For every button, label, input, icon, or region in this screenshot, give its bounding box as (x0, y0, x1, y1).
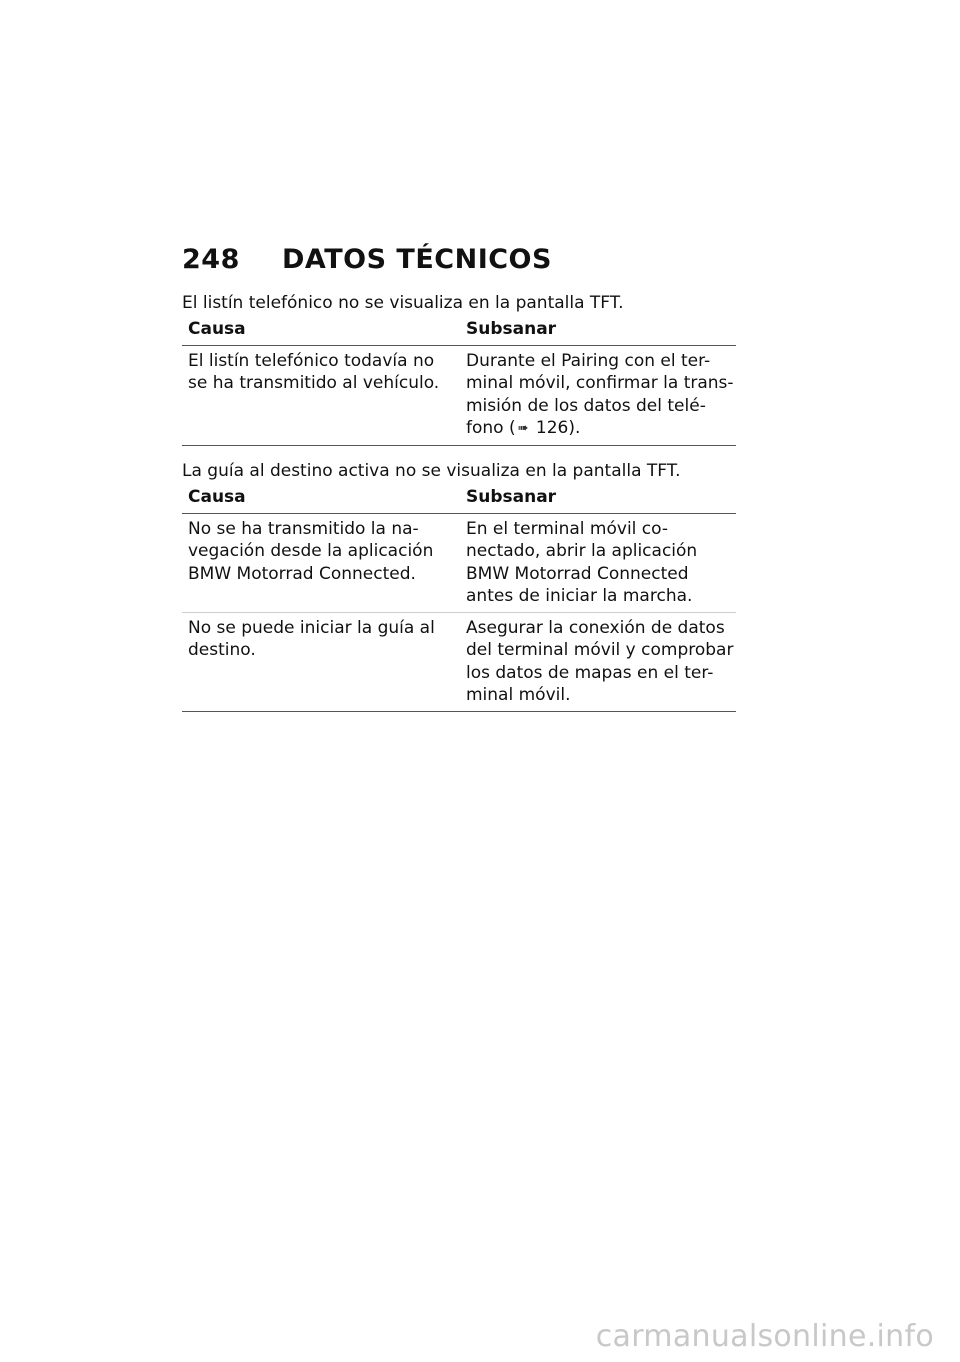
fix-text-line: nectado, abrir la aplicación (466, 541, 698, 561)
cause-text-line: BMW Motorrad Connected. (188, 563, 416, 584)
fix-text-line: Durante el Pairing con el ter- (466, 350, 711, 371)
cause-text-line: vegación desde la aplicación (188, 541, 434, 561)
cause-text-line: No se ha transmitido la na- (188, 518, 419, 539)
cause-text-line: destino. (188, 640, 256, 660)
page-number: 248 (182, 244, 240, 275)
fix-text-line: antes de iniciar la marcha. (466, 586, 693, 606)
troubleshoot-section-navigation (182, 460, 736, 712)
fix-cell (460, 345, 736, 445)
table-row (182, 612, 736, 711)
fix-text-line: Asegurar la conexión de datos (466, 617, 725, 638)
table-header-row (182, 483, 736, 513)
cause-text-line: El listín telefónico todavía no (188, 350, 435, 371)
column-header-cause: Causa (182, 483, 460, 513)
page-reference-arrow-icon: ➠ (517, 421, 529, 436)
fix-text-line: los datos de mapas en el ter- (466, 662, 714, 683)
page-header (182, 244, 552, 280)
column-header-fix: Subsanar (460, 483, 736, 513)
troubleshoot-table (182, 315, 736, 446)
troubleshoot-table (182, 483, 736, 712)
fix-text-line: minal móvil. (466, 685, 571, 705)
table-row (182, 345, 736, 445)
cause-cell (182, 345, 460, 445)
fix-text-line: misión de los datos del telé- (466, 395, 706, 416)
troubleshoot-section-phonebook (182, 292, 736, 446)
fix-text-line-with-reference (466, 417, 730, 441)
fix-text-line: En el terminal móvil co- (466, 518, 668, 539)
fix-text-prefix: fono ( (466, 418, 516, 438)
column-header-cause: Causa (182, 315, 460, 345)
table-header-row (182, 315, 736, 345)
fix-cell (460, 513, 736, 612)
site-watermark: carmanualsonline.info (595, 1319, 934, 1354)
section-intro: La guía al destino activa no se visualiza en la pantalla TFT. (182, 461, 681, 481)
cause-text-line: No se puede iniciar la guía al (188, 617, 435, 638)
fix-text-line: del terminal móvil y comprobar (466, 640, 734, 660)
section-intro: El listín telefónico no se visualiza en la pantalla TFT. (182, 293, 624, 313)
column-header-fix: Subsanar (460, 315, 736, 345)
cause-cell (182, 612, 460, 711)
page-reference-link[interactable]: 126). (530, 418, 581, 438)
table-row (182, 513, 736, 612)
fix-cell (460, 612, 736, 711)
cause-text-line: se ha transmitido al vehículo. (188, 373, 440, 393)
cause-cell (182, 513, 460, 612)
fix-text-line: BMW Motorrad Connected (466, 563, 689, 584)
fix-text-line: minal móvil, confirmar la trans- (466, 373, 734, 393)
section-title: DATOS TÉCNICOS (282, 244, 552, 275)
